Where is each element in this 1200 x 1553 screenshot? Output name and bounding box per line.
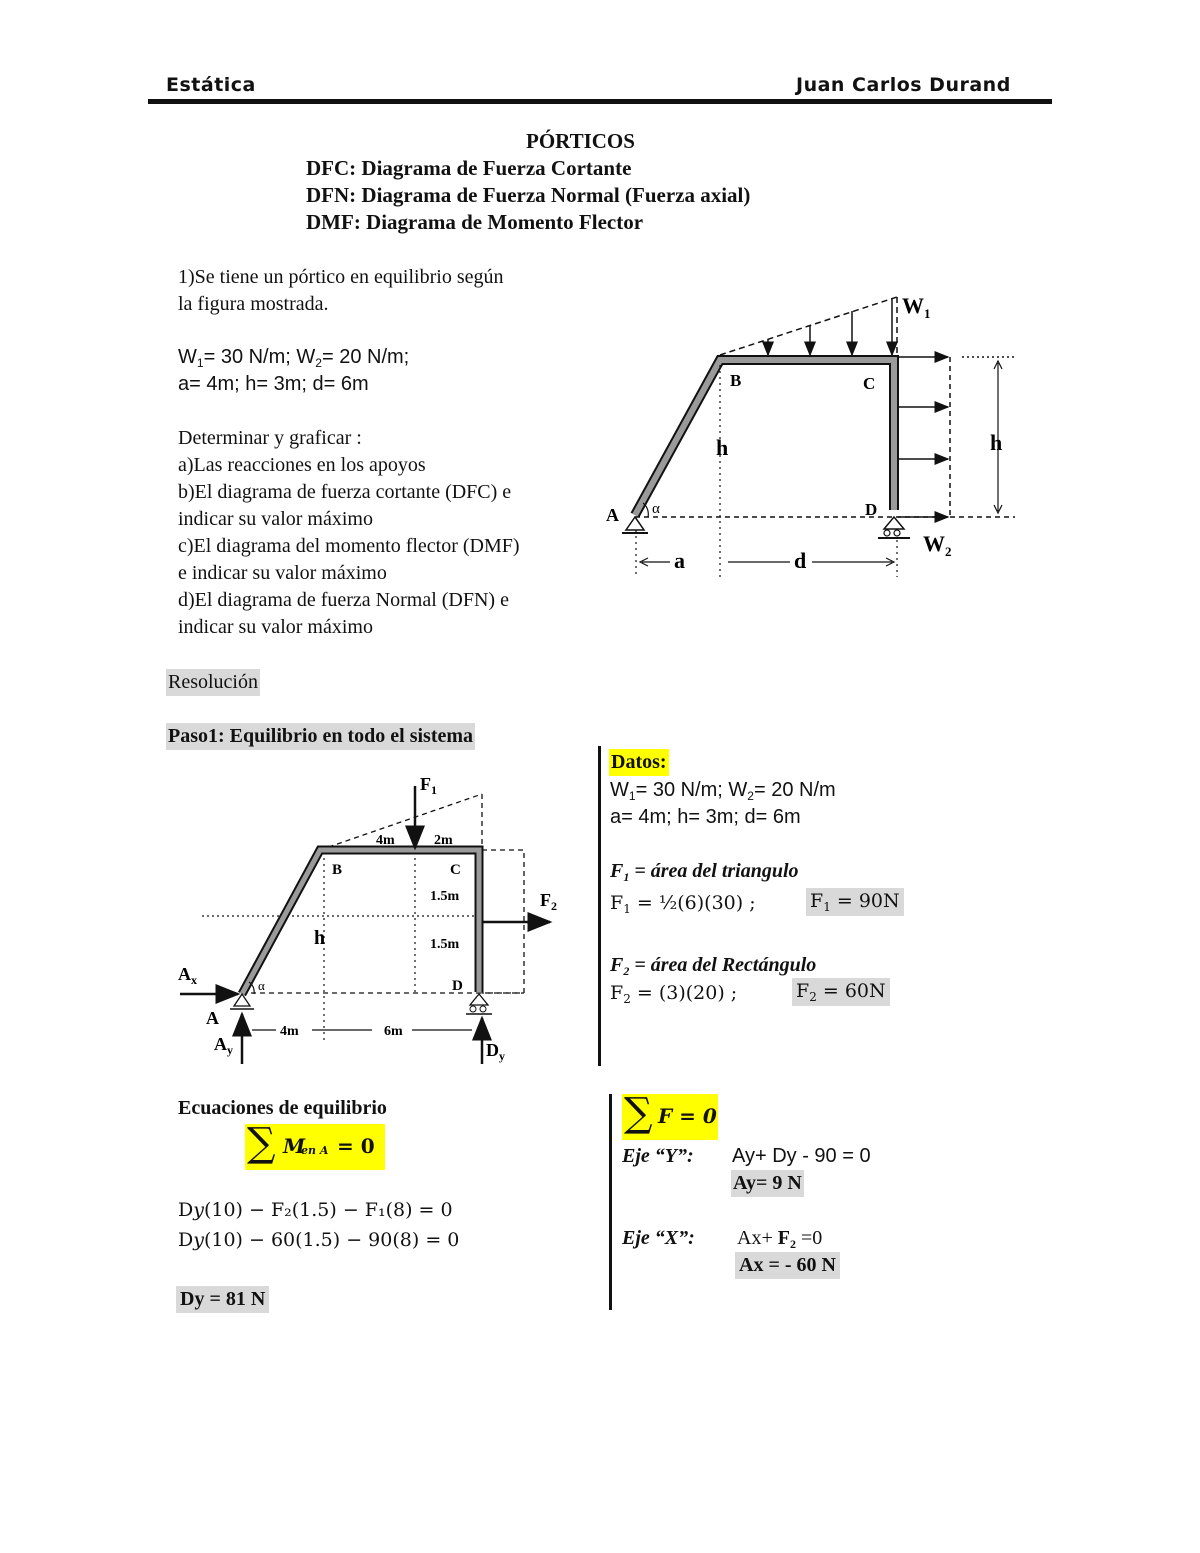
problem-item-b2: indicar su valor máximo [178, 508, 373, 530]
pin-support-a [626, 517, 644, 530]
sigma-icon: ∑ [624, 1090, 653, 1136]
h-label: h [314, 927, 326, 949]
datos-loads: $W_1= 30$ N/m; $W_2= 20$ N/m [610, 779, 836, 803]
dim-1-5m-a: 1.5m [430, 889, 460, 904]
problem-line-1: 1)Se tiene un pórtico en equilibrio según [178, 266, 504, 288]
node-a: A [206, 1008, 219, 1028]
problem-item-b1: b)El diagrama de fuerza cortante (DFC) e [178, 481, 512, 503]
eq-y: Ay+ Dy - 90 = 0 [732, 1145, 871, 1167]
f1-calculation: $F_1$ = ½(6)(30) ; [610, 892, 756, 916]
step1-title: Paso1: Equilibrio en todo el sistema [166, 723, 475, 750]
dfc-title: DFC: Diagrama de Fuerza Cortante [306, 156, 632, 180]
node-d: D [865, 500, 878, 519]
node-b: B [332, 862, 343, 878]
node-c: C [450, 862, 461, 878]
frame-diagram-2 [172, 768, 572, 1068]
header-rule [148, 99, 1052, 104]
sum-forces-equation: ∑ F = 0 [622, 1094, 718, 1140]
sigma-icon: ∑ [247, 1120, 276, 1166]
problem-dims: a= 4m; h= 3m; d= 6m [178, 373, 369, 395]
equilibrium-title: Ecuaciones de equilibrio [178, 1097, 387, 1119]
problem-task: Determinar y graficar : [178, 427, 362, 449]
problem-item-c2: e indicar su valor máximo [178, 562, 387, 584]
dim-4m-bottom: 4m [280, 1024, 299, 1039]
roller-support-d [884, 517, 904, 529]
f1-result: $F_1 = 90N$ [806, 888, 904, 916]
dim-1-5m-b: 1.5m [430, 937, 460, 952]
ax-result: Ax = - 60 N [735, 1252, 840, 1279]
h-label-left: h [716, 435, 729, 460]
dy-label: $D_y$ [486, 1040, 505, 1063]
problem-item-d1: d)El diagrama de fuerza Normal (DFN) e [178, 589, 509, 611]
frame-diagram-1 [600, 285, 1040, 585]
alpha-label: α [652, 501, 660, 517]
dmf-title: DMF: Diagrama de Momento Flector [306, 210, 644, 234]
moment-equation: ∑ M en A = 0 [245, 1124, 385, 1170]
node-d: D [452, 978, 463, 994]
f2-result: $F_2 = 60N$ [792, 978, 890, 1006]
resolution-label: Resolución [166, 669, 260, 696]
datos-dims: a= 4m; h= 3m; d= 6m [610, 806, 801, 828]
dfn-title: DFN: Diagrama de Fuerza Normal (Fuerza axial) [306, 183, 751, 207]
problem-line-2: la figura mostrada. [178, 293, 329, 315]
ay-label: $A_y$ [214, 1034, 233, 1057]
f2-calculation: $F_2 = (3)(20)$ ; [610, 982, 738, 1006]
f1-definition: $F_1$ = área del triangulo [610, 860, 799, 884]
roller-support-d [470, 994, 488, 1005]
dim-4m-top: 4m [376, 833, 395, 848]
f1-label: $F_1$ [420, 774, 437, 797]
header-right: Juan Carlos Durand [796, 74, 1011, 96]
w2-label: $W_2$ [923, 531, 952, 559]
divider-datos [598, 746, 601, 1066]
dim-6m-bottom: 6m [384, 1024, 403, 1039]
divider-forces [609, 1094, 612, 1310]
w1-label: $W_1$ [902, 293, 931, 321]
problem-item-d2: indicar su valor máximo [178, 616, 373, 638]
moment-eq-1: D𝑦(10) − F₂(1.5) − F₁(8) = 0 [178, 1199, 453, 1221]
load-line [720, 297, 897, 355]
problem-item-c1: c)El diagrama del momento flector (DMF) [178, 535, 520, 557]
ay-result: Ay= 9 N [731, 1170, 804, 1197]
dim-d: d [794, 548, 807, 573]
node-c: C [863, 374, 876, 393]
page-title: PÓRTICOS [526, 129, 635, 153]
eje-y-label: Eje “Y”: [622, 1145, 694, 1167]
eje-x-label: Eje “X”: [622, 1227, 695, 1249]
alpha-label: α [258, 978, 265, 993]
frame-member [635, 360, 894, 515]
dy-result: Dy = 81 N [176, 1286, 269, 1313]
problem-loads: $W_1= 30$ N/m; $W_2= 20$ N/m; [178, 346, 410, 370]
frame-member [242, 850, 479, 994]
node-a: A [606, 505, 619, 525]
datos-title: Datos: [609, 749, 669, 776]
dim-a: a [674, 548, 685, 573]
eq-x: $Ax+ F_2 =0$ [737, 1227, 823, 1251]
h-label-right: h [990, 430, 1003, 455]
f2-label: $F_2$ [540, 890, 557, 913]
pin-support-a [234, 994, 250, 1006]
node-b: B [730, 371, 742, 390]
f2-definition: $F_2$ = área del Rectángulo [610, 954, 817, 978]
ax-label: $A_x$ [178, 964, 197, 987]
moment-eq-2: D𝑦(10) − 60(1.5) − 90(8) = 0 [178, 1229, 460, 1251]
header-left: Estática [166, 74, 256, 96]
dim-2m-top: 2m [434, 833, 453, 848]
problem-item-a: a)Las reacciones en los apoyos [178, 454, 426, 476]
